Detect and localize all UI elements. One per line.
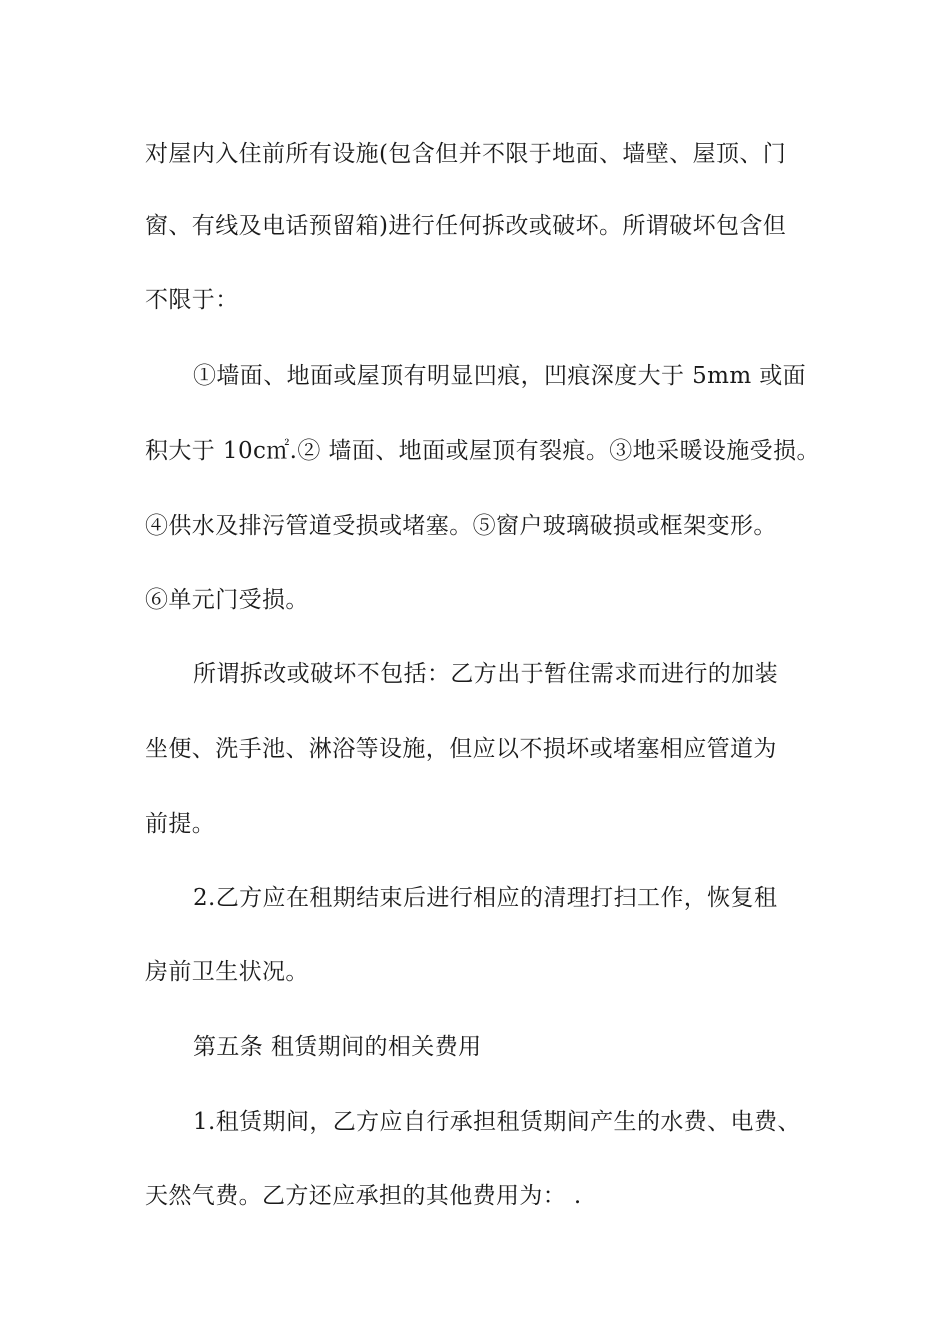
paragraph-line: 天然气费。乙方还应承担的其他费用为： . [145,1183,582,1209]
paragraph-line: 2.乙方应在租期结束后进行相应的清理打扫工作，恢复租 [193,885,778,911]
paragraph-line: ④供水及排污管道受损或堵塞。⑤窗户玻璃破损或框架变形。 [145,513,777,539]
paragraph-line: 对屋内入住前所有设施(包含但并不限于地面、墙壁、屋顶、门 [145,141,787,167]
paragraph-line: 1.租赁期间，乙方应自行承担租赁期间产生的水费、电费、 [193,1109,801,1135]
paragraph-line: 所谓拆改或破坏不包括：乙方出于暂住需求而进行的加装 [193,661,778,687]
paragraph-line: 坐便、洗手池、淋浴等设施，但应以不损坏或堵塞相应管道为 [145,736,777,762]
paragraph-line: 积大于 10c㎡.② 墙面、地面或屋顶有裂痕。③地采暖设施受损。 [145,438,820,464]
paragraph-line: 窗、有线及电话预留箱)进行任何拆改或破坏。所谓破坏包含但 [145,213,787,239]
paragraph-line: ①墙面、地面或屋顶有明显凹痕，凹痕深度大于 5mm 或面 [193,363,807,389]
section-heading: 第五条 租赁期间的相关费用 [193,1034,482,1060]
paragraph-line: 不限于： [145,287,239,313]
paragraph-line: ⑥单元门受损。 [145,587,309,613]
paragraph-line: 房前卫生状况。 [145,959,309,985]
paragraph-line: 前提。 [145,811,216,837]
